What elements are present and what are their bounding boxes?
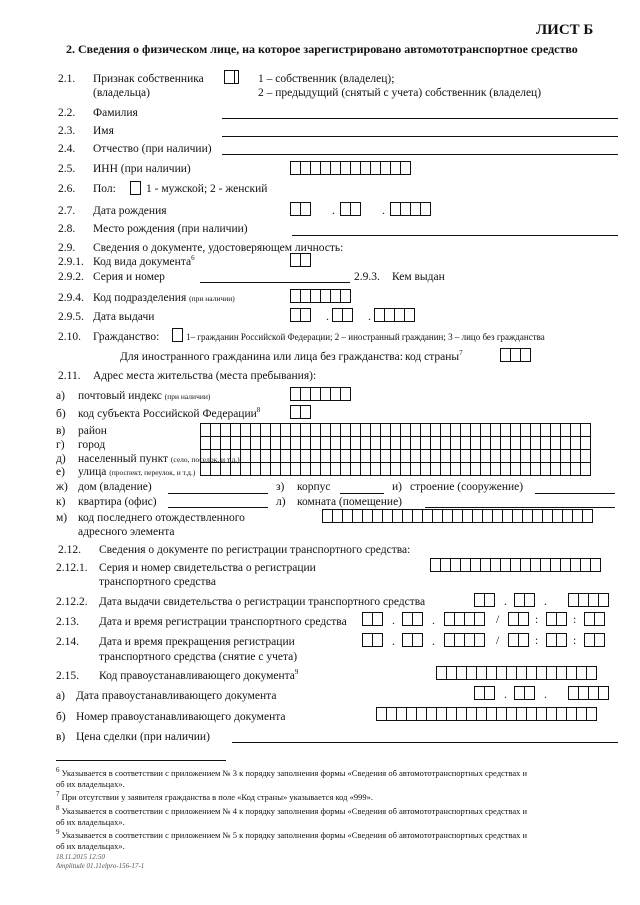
date-separator: . — [392, 634, 395, 648]
row-number: 2.9.3. — [354, 271, 380, 283]
district-cells[interactable] — [200, 423, 591, 437]
footnote-6: $^6$ Указывается в соответствии с приложением № 3 к порядку заполнения формы «Сведения об автомототранспортных средствах и — [56, 766, 528, 778]
building-label: корпус — [297, 481, 331, 493]
postal-index-label: почтовый индекс (при наличии) — [78, 390, 211, 402]
date-separator: . — [368, 309, 371, 323]
reg-year-cells[interactable] — [444, 612, 485, 626]
date-separator: . — [382, 203, 385, 217]
addr-letter: в) — [56, 731, 66, 743]
dereg-year-cells[interactable] — [444, 633, 485, 647]
last-address-code-label2: адресного элемента — [78, 526, 175, 538]
owner-sign-box[interactable] — [224, 70, 239, 84]
issued-by-label: Кем выдан — [392, 271, 445, 283]
owner-sign-label: Признак собственника — [93, 73, 204, 85]
dereg-hour-cells[interactable] — [508, 633, 529, 647]
input-cell[interactable] — [350, 202, 361, 216]
deal-price-field[interactable] — [232, 742, 618, 743]
row-number: 2.7. — [58, 205, 76, 217]
row-number: 2.9.1. — [58, 256, 84, 268]
row-number: 2.1. — [58, 73, 76, 85]
reg-hour-cells[interactable] — [508, 612, 529, 626]
date-separator: . — [544, 687, 547, 701]
input-cell[interactable] — [582, 509, 593, 523]
input-cell[interactable] — [598, 593, 609, 607]
reg-cert-month-cells[interactable] — [514, 593, 535, 607]
addr-letter: е) — [56, 466, 65, 478]
inn-cells[interactable] — [290, 161, 411, 175]
country-code-cells[interactable] — [500, 348, 531, 362]
input-cell[interactable] — [598, 686, 609, 700]
input-cell[interactable] — [484, 686, 495, 700]
gender-options: 1 - мужской; 2 - женский — [146, 183, 268, 195]
date-separator: . — [392, 613, 395, 627]
footnote-9: $^9$ Указывается в соответствии с приложением № 5 к порядку заполнения формы «Сведения об автомототранспортных средствах и — [56, 828, 528, 840]
room-label: комната (помещение) — [297, 496, 403, 508]
row-number: 2.11. — [58, 370, 81, 382]
input-cell[interactable] — [580, 462, 591, 476]
owner-option-1: 1 – собственник (владелец); — [258, 73, 395, 85]
row-number: 2.2. — [58, 107, 76, 119]
input-cell[interactable] — [586, 707, 597, 721]
doc-type-cells[interactable] — [290, 253, 311, 267]
row-number: 2.12. — [58, 544, 81, 556]
input-cell[interactable] — [524, 686, 535, 700]
input-cell[interactable] — [300, 405, 311, 419]
addr-letter: и) — [392, 481, 402, 493]
row-number: 2.13. — [56, 616, 79, 628]
country-code-label: код страны$^7$ — [405, 349, 463, 363]
doc-type-code-label: Код вида документа$^6$ — [93, 254, 195, 268]
input-cell[interactable] — [586, 666, 597, 680]
footnote-6-cont: об их владельцах». — [56, 779, 125, 789]
input-cell[interactable] — [340, 387, 351, 401]
date-separator: . — [432, 613, 435, 627]
row-number: 2.9. — [58, 242, 76, 254]
row-number: 2.10. — [58, 331, 81, 343]
date-separator: . — [332, 203, 335, 217]
reg-cert-series-label: Серия и номер свидетельства о регистрации — [99, 562, 316, 574]
region-code-cells[interactable] — [290, 405, 311, 419]
house-label: дом (владение) — [78, 481, 152, 493]
birth-month-cells[interactable] — [340, 202, 361, 216]
time-separator: : — [535, 635, 539, 647]
addr-letter: б) — [56, 711, 66, 723]
row-number: 2.8. — [58, 223, 76, 235]
dereg-month-cells[interactable] — [402, 633, 423, 647]
title-doc-year-cells[interactable] — [568, 686, 609, 700]
input-cell[interactable] — [484, 593, 495, 607]
row-number: 2.5. — [58, 163, 76, 175]
region-code-label: код субъекта Российской Федерации$^8$ — [78, 406, 261, 420]
footnote-divider — [56, 760, 226, 761]
city-cells[interactable] — [200, 436, 591, 450]
section-title: 2. Сведения о физическом лице, на которое зарегистрировано автомототранспортное средство — [66, 42, 578, 56]
input-cell[interactable] — [556, 612, 567, 626]
addr-letter: к) — [56, 496, 66, 508]
title-doc-date-label: Дата правоустанавливающего документа — [76, 690, 277, 702]
title-doc-number-cells[interactable] — [376, 707, 597, 721]
input-cell[interactable] — [556, 633, 567, 647]
district-label: район — [78, 425, 107, 437]
reg-month-cells[interactable] — [402, 612, 423, 626]
input-cell[interactable] — [372, 633, 383, 647]
time-separator: : — [535, 614, 539, 626]
input-cell[interactable] — [300, 308, 311, 322]
addr-letter: а) — [56, 690, 65, 702]
input-cell[interactable] — [518, 633, 529, 647]
datetime-separator: / — [496, 635, 500, 647]
addr-letter: г) — [56, 439, 65, 451]
gender-box[interactable] — [130, 181, 141, 195]
title-doc-code-cells[interactable] — [436, 666, 597, 680]
addr-letter: л) — [276, 496, 286, 508]
house-field[interactable] — [168, 493, 268, 494]
postal-index-cells[interactable] — [290, 387, 351, 401]
name-field[interactable] — [222, 136, 618, 137]
apartment-label: квартира (офис) — [78, 496, 157, 508]
row-number: 2.14. — [56, 636, 79, 648]
time-separator: : — [573, 614, 577, 626]
input-cell[interactable] — [580, 449, 591, 463]
input-cell[interactable] — [172, 328, 183, 342]
date-separator: . — [504, 687, 507, 701]
street-cells[interactable] — [200, 462, 591, 476]
date-separator: . — [326, 309, 329, 323]
citizenship-box[interactable] — [172, 328, 183, 342]
footnote-8: $^8$ Указывается в соответствии с приложением № 4 к порядку заполнения формы «Сведения об автомототранспортных средствах и — [56, 804, 528, 816]
row-number: 2.12.2. — [56, 596, 88, 608]
birthdate-label: Дата рождения — [93, 205, 167, 217]
reg-cert-series-label2: транспортного средства — [99, 576, 216, 588]
address-label: Адрес места жительства (места пребывания): — [93, 370, 317, 382]
row-number: 2.4. — [58, 143, 76, 155]
input-cell[interactable] — [372, 612, 383, 626]
birthplace-field[interactable] — [292, 235, 618, 236]
citizenship-options: 1– гражданин Российской Федерации; 2 – иностранный гражданин; 3 – лицо без гражданства — [186, 332, 545, 342]
reg-sec-cells[interactable] — [584, 612, 605, 626]
structure-label: строение (сооружение) — [410, 481, 524, 493]
title-doc-month-cells[interactable] — [514, 686, 535, 700]
addr-letter: в) — [56, 425, 66, 437]
surname-field[interactable] — [222, 118, 618, 119]
citizenship-label: Гражданство: — [93, 331, 160, 343]
issue-date-label: Дата выдачи — [93, 311, 155, 323]
input-cell[interactable] — [412, 612, 423, 626]
issue-day-cells[interactable] — [290, 308, 311, 322]
input-cell[interactable] — [594, 612, 605, 626]
input-cell[interactable] — [474, 612, 485, 626]
dereg-min-cells[interactable] — [546, 633, 567, 647]
footnote-8-cont: об их владельцах». — [56, 817, 125, 827]
sheet-title: ЛИСТ Б — [536, 22, 594, 38]
structure-field[interactable] — [535, 493, 615, 494]
addr-letter: д) — [56, 453, 66, 465]
input-cell[interactable] — [404, 308, 415, 322]
patronymic-label: Отчество (при наличии) — [93, 143, 212, 155]
birthplace-label: Место рождения (при наличии) — [93, 223, 248, 235]
reg-cert-day-cells[interactable] — [474, 593, 495, 607]
surname-label: Фамилия — [93, 107, 138, 119]
birth-year-cells[interactable] — [390, 202, 431, 216]
dereg-day-cells[interactable] — [362, 633, 383, 647]
foreign-citizen-label: Для иностранного гражданина или лица без гражданства: — [120, 351, 403, 363]
reg-doc-label: Сведения о документе по регистрации транспортного средства: — [99, 544, 411, 556]
input-cell[interactable] — [234, 70, 239, 84]
birth-day-cells[interactable] — [290, 202, 311, 216]
input-cell[interactable] — [474, 633, 485, 647]
reg-cert-series-cells[interactable] — [430, 558, 601, 572]
addr-letter: м) — [56, 512, 68, 524]
dereg-sec-cells[interactable] — [584, 633, 605, 647]
owner-option-2: 2 – предыдущий (снятый с учета) собственник (владелец) — [258, 87, 542, 99]
building-field[interactable] — [340, 493, 384, 494]
date-separator: . — [432, 634, 435, 648]
subdivision-code-cells[interactable] — [290, 289, 351, 303]
row-number: 2.12.1. — [56, 562, 88, 574]
input-cell[interactable] — [518, 612, 529, 626]
input-cell[interactable] — [580, 423, 591, 437]
apartment-field[interactable] — [168, 507, 268, 508]
settlement-label: населенный пункт (село, поселок, и т.д.) — [78, 453, 240, 465]
city-label: город — [78, 439, 106, 451]
input-cell[interactable] — [524, 593, 535, 607]
input-cell[interactable] — [420, 202, 431, 216]
row-number: 2.9.2. — [58, 271, 84, 283]
input-cell[interactable] — [300, 202, 311, 216]
last-address-code-label: код последнего отождествленного — [78, 512, 245, 524]
reg-min-cells[interactable] — [546, 612, 567, 626]
deal-price-label: Цена сделки (при наличии) — [76, 731, 210, 743]
date-separator: . — [504, 594, 507, 608]
reg-cert-year-cells[interactable] — [568, 593, 609, 607]
print-stamp: 18.11.2015 12:50 — [56, 853, 106, 861]
reg-cert-date-label: Дата выдачи свидетельства о регистрации транспортного средства — [99, 596, 426, 608]
reg-day-cells[interactable] — [362, 612, 383, 626]
row-number: 2.9.4. — [58, 292, 84, 304]
issue-month-cells[interactable] — [332, 308, 353, 322]
row-number: 2.9.5. — [58, 311, 84, 323]
addr-letter: б) — [56, 408, 66, 420]
input-cell[interactable] — [342, 308, 353, 322]
issue-year-cells[interactable] — [374, 308, 415, 322]
owner-sign-label2: (владельца) — [93, 87, 150, 99]
street-label: улица (проспект, переулок, и т.д.) — [78, 466, 196, 478]
date-separator: . — [544, 594, 547, 608]
dereg-datetime-label2: транспортного средства (снятие с учета) — [99, 651, 298, 663]
id-doc-label: Сведения о документе, удостоверяющем личность: — [93, 242, 344, 254]
room-field[interactable] — [425, 507, 615, 508]
datetime-separator: / — [496, 614, 500, 626]
gender-label: Пол: — [93, 183, 116, 195]
input-cell[interactable] — [520, 348, 531, 362]
input-cell[interactable] — [340, 289, 351, 303]
input-cell[interactable] — [590, 558, 601, 572]
subdivision-code-label: Код подразделения (при наличии) — [93, 292, 235, 304]
last-address-code-cells[interactable] — [322, 509, 593, 523]
row-number: 2.15. — [56, 670, 79, 682]
settlement-cells[interactable] — [200, 449, 591, 463]
input-cell[interactable] — [580, 436, 591, 450]
series-number-label: Серия и номер — [93, 271, 165, 283]
addr-letter: з) — [276, 481, 285, 493]
print-stamp-2: Amplitude 01.11elpro-156-17-1 — [56, 862, 145, 870]
row-number: 2.3. — [58, 125, 76, 137]
input-cell[interactable] — [400, 161, 411, 175]
footnote-7: $^7$ При отсутствии у заявителя гражданства в поле «Код страны» указывается код «999». — [56, 790, 374, 802]
name-label: Имя — [93, 125, 114, 137]
patronymic-field[interactable] — [222, 154, 618, 155]
addr-letter: ж) — [56, 481, 68, 493]
input-cell[interactable] — [412, 633, 423, 647]
title-doc-day-cells[interactable] — [474, 686, 495, 700]
inn-label: ИНН (при наличии) — [93, 163, 191, 175]
row-number: 2.6. — [58, 183, 76, 195]
footnote-9-cont: об их владельцах». — [56, 841, 125, 851]
input-cell[interactable] — [594, 633, 605, 647]
title-doc-number-label: Номер правоустанавливающего документа — [76, 711, 286, 723]
input-cell[interactable] — [130, 181, 141, 195]
title-doc-code-label: Код правоустанавливающего документа$^9$ — [99, 668, 299, 682]
addr-letter: а) — [56, 390, 65, 402]
series-number-field[interactable] — [200, 282, 350, 283]
input-cell[interactable] — [300, 253, 311, 267]
reg-datetime-label: Дата и время регистрации транспортного средства — [99, 616, 347, 628]
dereg-datetime-label: Дата и время прекращения регистрации — [99, 636, 295, 648]
time-separator: : — [573, 635, 577, 647]
